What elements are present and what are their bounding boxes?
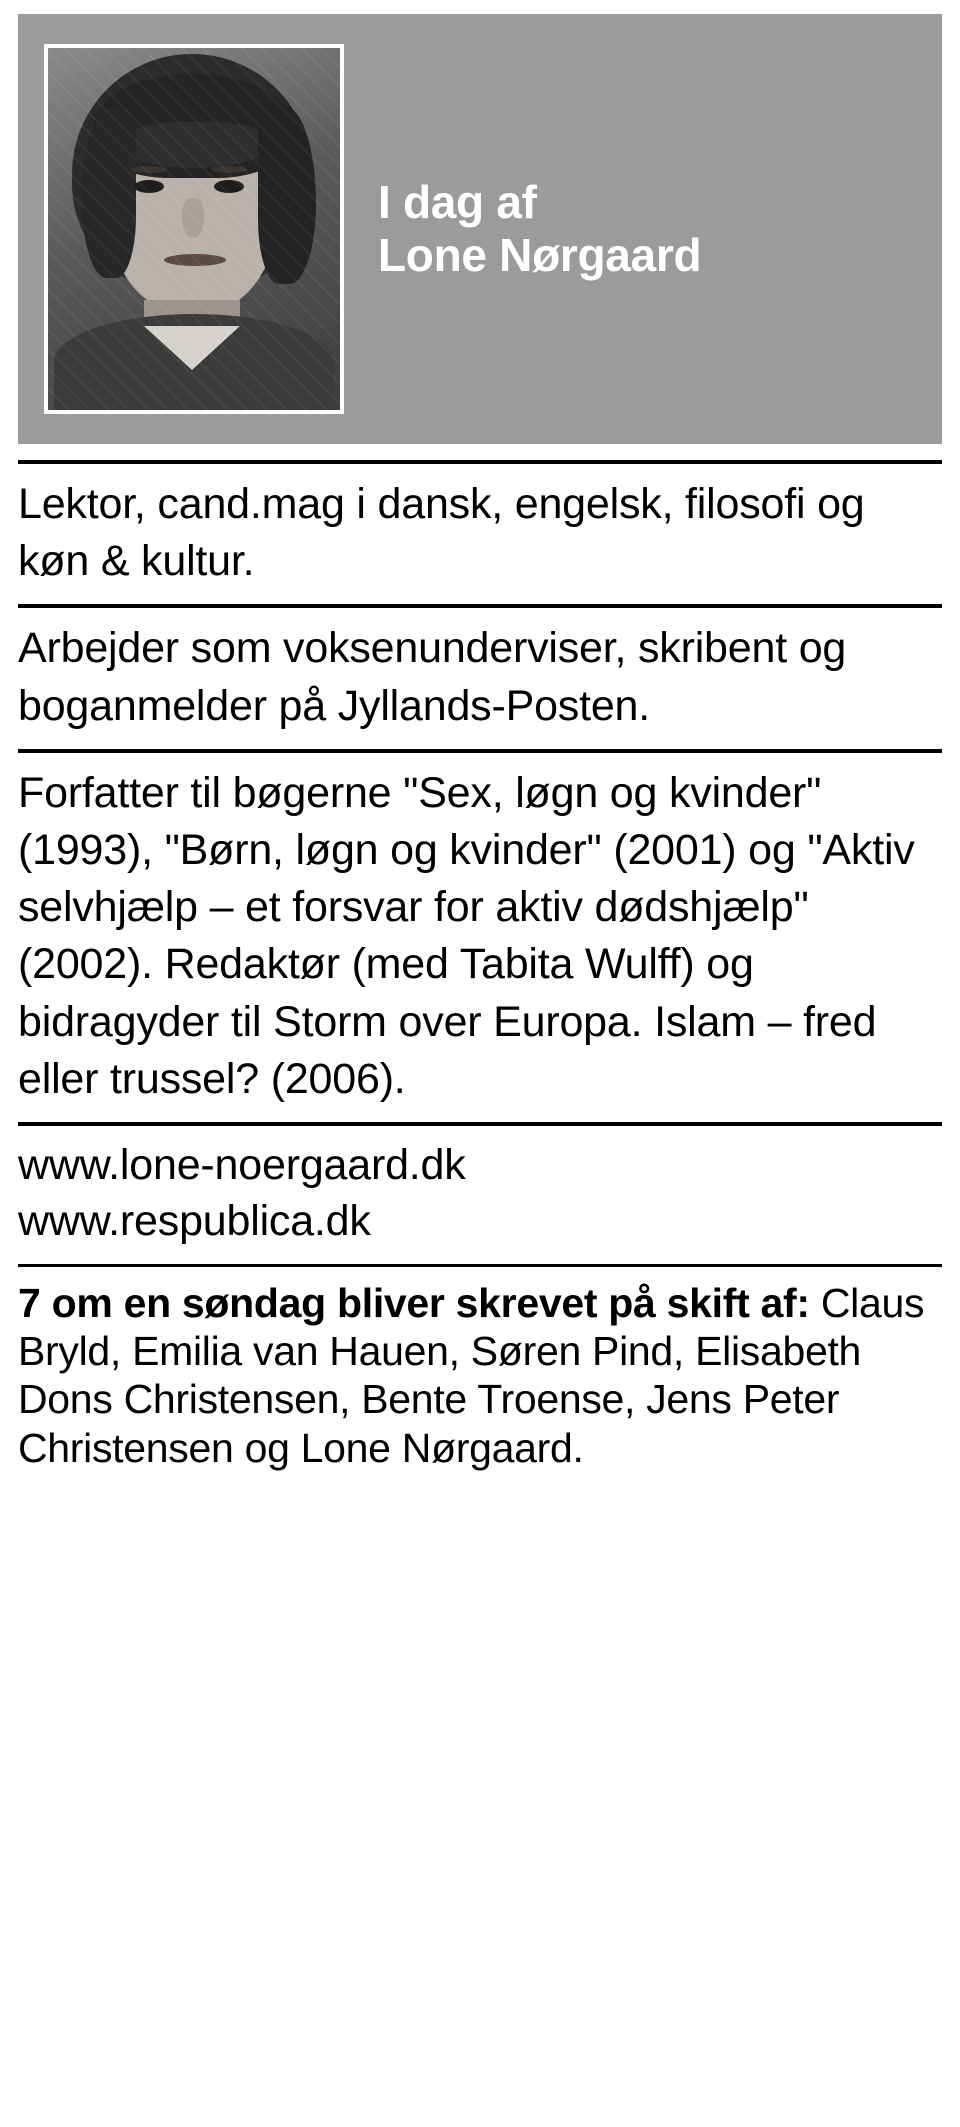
divider-5 (18, 1264, 942, 1267)
title-line-1: I dag af (378, 175, 537, 228)
link-personal-site[interactable]: www.lone-noergaard.dk (18, 1140, 466, 1189)
avatar (44, 44, 344, 414)
portrait-photo (48, 48, 340, 410)
body-content (18, 460, 942, 1472)
footer-contributors (18, 1279, 942, 1473)
divider-3 (18, 749, 942, 753)
divider-4 (18, 1122, 942, 1126)
occupation-text: Arbejder som voksenunderviser, skribent og boganmelder på Jyllands-Posten. (18, 624, 847, 730)
title-line-2: Lone Nørgaard (378, 229, 702, 281)
links-block (18, 1138, 942, 1250)
link-respublica[interactable]: www.respublica.dk (18, 1196, 371, 1245)
credentials-text: Lektor, cand.mag i dansk, engelsk, filosofi og køn & kultur. (18, 480, 865, 586)
footer-names: Claus Bryld, Emilia van Hauen, Søren Pind, Elisabeth Dons Christensen, Bente Troense, Jens Peter Christensen og Lone Nørgaard. (18, 1279, 925, 1471)
divider-2 (18, 604, 942, 608)
page-title (378, 176, 701, 283)
divider-1 (18, 460, 942, 464)
header-banner (18, 14, 942, 444)
bibliography-text: Forfatter til bøgerne "Sex, løgn og kvinder" (1993), "Børn, løgn og kvinder" (2001) og "Aktiv selvhjælp – et forsvar for aktiv dødshjælp" (2002). Redaktør (med Tabita Wulff) og bidragyder til Storm over Europa. Islam – fred eller trussel? (2006). (18, 768, 915, 1103)
article-byline-box (0, 14, 960, 2127)
footer-label: 7 om en søndag bliver skrevet på skift af: (18, 1279, 810, 1326)
